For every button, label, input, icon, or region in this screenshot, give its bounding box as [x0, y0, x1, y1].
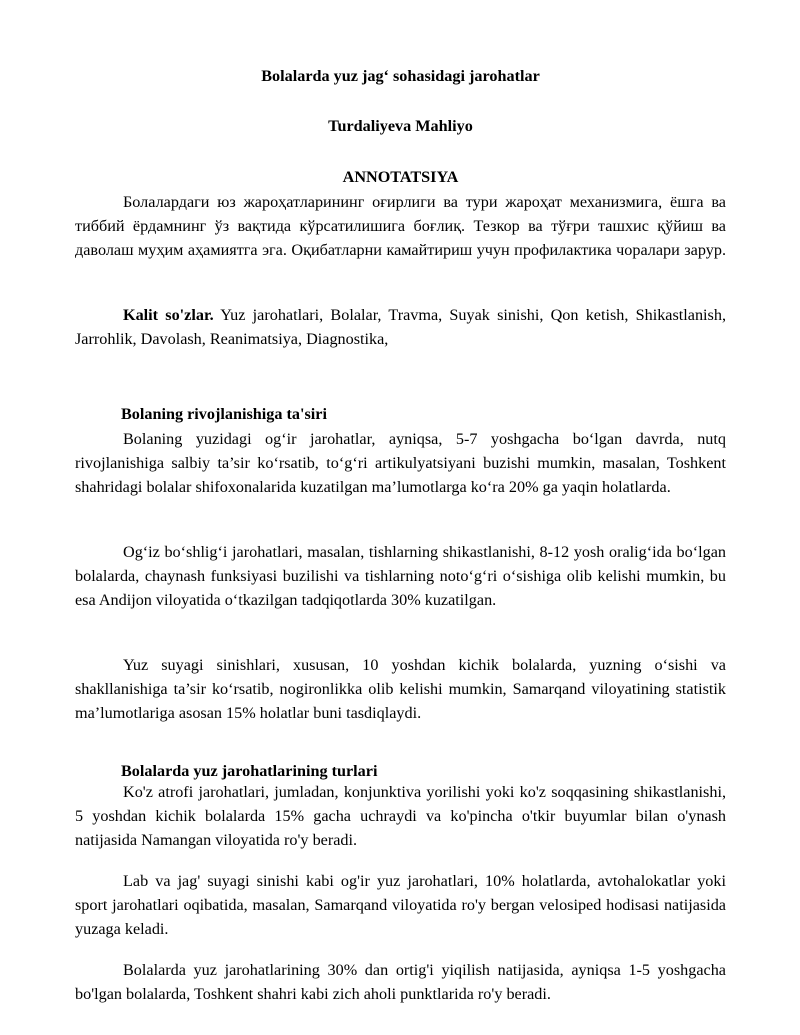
- paragraph-injury-types-3: Bolalarda yuz jarohatlarining 30% dan ortig'i yiqilish natijasida, ayniqsa 1-5 yoshgacha bo'lgan bolalarda, Toshkent shahri kabi zich aholi punktlarida ro'y beradi.: [75, 961, 726, 1003]
- paragraph-injury-types-1: Ko'z atrofi jarohatlari, jumladan, konjunktiva yorilishi yoki ko'z soqqasining shikastlanishi, 5 yoshdan kichik bolalarda 15% gacha uchraydi va ko'pincha o'tkir buyumlar bilan o'ynash natijasida Namangan viloyatida ro'y beradi.: [75, 783, 726, 849]
- annotation-heading: ANNOTATSIYA: [342, 168, 459, 186]
- paragraph-development-1: Bolaning yuzidagi og‘ir jarohatlar, ayniqsa, 5-7 yoshgacha bo‘lgan davrda, nutq rivojlanishiga salbiy ta’sir ko‘rsatib, to‘g‘ri artikulyatsiyani buzishi mumkin, masalan, Toshkent shahridagi bolalar shifoxonalarida kuzatilgan ma’lumotlarga ko‘ra 20% ga yaqin holatlarda.: [75, 430, 726, 496]
- paragraph-development-2: Og‘iz bo‘shlig‘i jarohatlari, masalan, tishlarning shikastlanishi, 8-12 yosh oralig‘ida bo‘lgan bolalarda, chaynash funksiyasi buzilishi va tishlarning noto‘g‘ri o‘sishiga olib kelishi mumkin, bu esa Andijon viloyatida o‘tkazilgan tadqiqotlarda 30% kuzatilgan.: [75, 543, 726, 609]
- paragraph-development-3: Yuz suyagi sinishlari, xususan, 10 yoshdan kichik bolalarda, yuzning o‘sishi va shakllanishiga ta’sir ko‘rsatib, nogironlikka olib kelishi mumkin, Samarqand viloyatining statistik ma’lumotlariga asosan 15% holatlar buni tasdiqlaydi.: [75, 656, 726, 722]
- author-name: Turdaliyeva Mahliyo: [328, 117, 473, 135]
- paragraph-injury-types-2: Lab va jag' suyagi sinishi kabi og'ir yuz jarohatlari, 10% holatlarda, avtohalokatlar yoki sport jarohatlari oqibatida, masalan, Samarqand viloyatida ro'y bergan velosiped hodisasi natijasida yuzaga keladi.: [75, 872, 726, 938]
- document-title: Bolalarda yuz jag‘ sohasidagi jarohatlar: [261, 67, 540, 85]
- keywords-text: Yuz jarohatlari, Bolalar, Travma, Suyak sinishi, Qon ketish, Shikastlanish, Jarrohlik, Davolash, Reanimatsiya, Diagnostika,: [75, 306, 726, 348]
- keywords-label: Kalit so'zlar.: [123, 306, 214, 324]
- section-heading-development: Bolaning rivojlanishiga ta'siri: [121, 405, 327, 423]
- keywords-paragraph: [75, 303, 726, 351]
- annotation-paragraph: Болалардаги юз жароҳатларининг оғирлиги ва тури жароҳат механизмига, ёшга ва тиббий ёрдамнинг ўз вақтида кўрсатилишига боғлиқ. Тезкор ва тўғри ташхис қўйиш ва даволаш муҳим аҳамиятга эга. Оқибатларни камайтириш учун профилактика чоралари зарур.: [75, 193, 726, 259]
- section-heading-injury-types: Bolalarda yuz jarohatlarining turlari: [121, 762, 378, 780]
